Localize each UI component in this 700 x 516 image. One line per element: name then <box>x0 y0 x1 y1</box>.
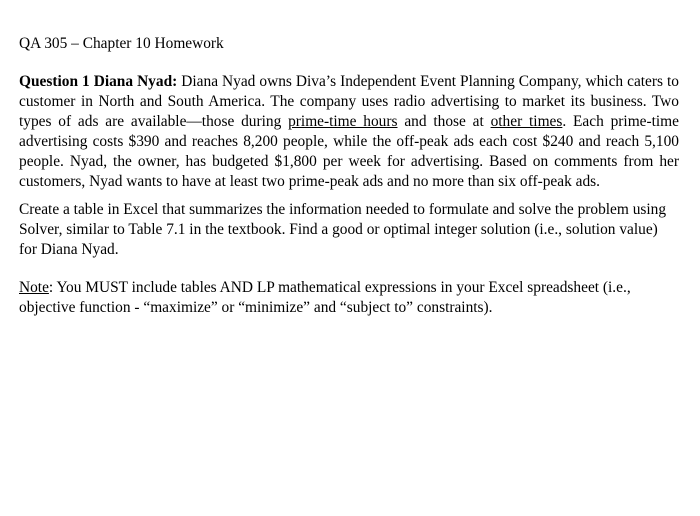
question-1-paragraph <box>19 72 679 192</box>
note-label: Note <box>19 279 49 296</box>
document-page <box>19 34 679 318</box>
question-1-text-b: and those at <box>397 113 491 130</box>
prime-time-hours-underlined: prime-time hours <box>288 113 398 130</box>
note-text: : You MUST include tables AND LP mathematical expressions in your Excel spreadsheet (i.e., objective function - “maximize” or “minimize” and “subject to” constraints). <box>19 279 631 316</box>
question-1-text-a: Diana Nyad owns Diva’s Independent Event Planning Company, which caters to customer in North and South America. The company uses radio advertising to market its business. Two types of ads are available—those during <box>19 73 679 130</box>
task-paragraph: Create a table in Excel that summarizes the information needed to formulate and solve the problem using Solver, similar to Table 7.1 in the textbook. Find a good or optimal integer solution (i.e., solution value) for Diana Nyad. <box>19 201 667 258</box>
document-title: QA 305 – Chapter 10 Homework <box>19 35 224 52</box>
question-1-heading: Question 1 Diana Nyad: <box>19 73 178 90</box>
other-times-underlined: other times <box>490 113 563 130</box>
note-paragraph <box>19 278 679 318</box>
question-1-text-c: . Each prime-time advertising costs $390 and reaches 8,200 people, while the off-peak ads each cost $240 and reach 5,100 people. Nyad, the owner, has budgeted $1,800 per week for advertising. Based on comments from her customers, Nyad wants to have at least two prime-peak ads and no more than six off-peak ads. <box>19 113 679 190</box>
